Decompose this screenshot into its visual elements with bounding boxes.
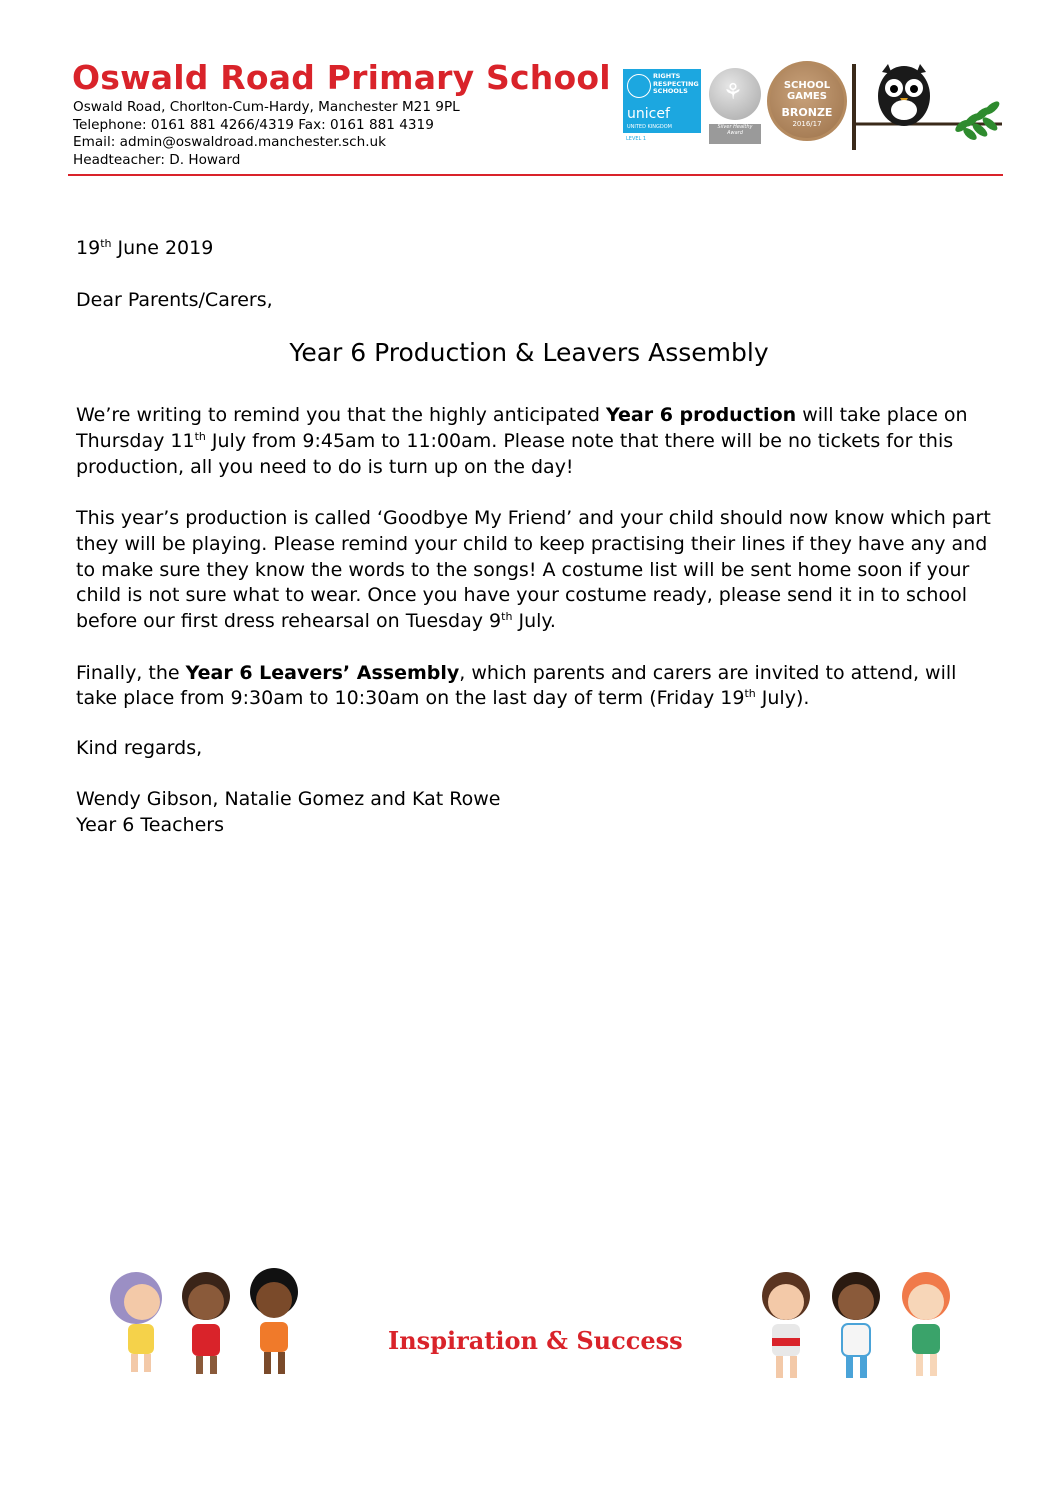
- globe-icon: [627, 74, 651, 98]
- owl-logo-icon: [852, 62, 1007, 152]
- header-divider: [68, 174, 1003, 176]
- silver-award-tag: Silver Healthy Award: [709, 124, 761, 144]
- child-figure-2: [182, 1272, 230, 1374]
- school-telephone: Telephone: 0161 881 4266/4319 Fax: 0161 881 4319: [73, 116, 434, 133]
- school-address: Oswald Road, Chorlton-Cum-Hardy, Manchester M21 9PL: [73, 99, 460, 115]
- paragraph-assembly-line-1: Finally, the Year 6 Leavers’ Assembly, which parents and carers are invited to attend, will: [76, 662, 957, 684]
- paragraph-costume-line-3: to make sure they know the words to the songs! A costume list will be sent home soon if your: [76, 559, 970, 581]
- paragraph-costume-line-5: before our first dress rehearsal on Tuesday 9th July.: [76, 610, 556, 632]
- rights-respecting-schools-badge: RIGHTS RESPECTING SCHOOLS unicef UNITED KINGDOM: [623, 69, 701, 133]
- paragraph-costume-line-4: child is not sure what to wear. Once you have your costume ready, please send it in to school: [76, 584, 967, 606]
- school-games-bronze-badge: SCHOOL GAMES BRONZE 2016/17: [767, 61, 847, 141]
- school-email: Email: admin@oswaldroad.manchester.sch.uk: [73, 134, 387, 150]
- child-figure-1: [110, 1272, 162, 1372]
- unicef-level-label: LEVEL 1: [626, 136, 647, 142]
- headteacher: Headteacher: D. Howard: [73, 151, 241, 168]
- school-motto: Inspiration & Success: [388, 1326, 683, 1355]
- letter-title: Year 6 Production & Leavers Assembly: [289, 338, 769, 367]
- letter-date: 19th June 2019: [76, 237, 214, 259]
- child-figure-3: [250, 1268, 298, 1374]
- closing: Kind regards,: [76, 737, 203, 759]
- school-contact-block: [73, 99, 460, 169]
- salutation: Dear Parents/Carers,: [76, 289, 273, 311]
- paragraph-production-line-1: We’re writing to remind you that the highly anticipated Year 6 production will take place on: [76, 404, 968, 426]
- child-figure-5: [832, 1272, 880, 1378]
- paragraph-costume-line-1: This year’s production is called ‘Goodbye My Friend’ and your child should now know which part: [76, 507, 991, 529]
- children-illustration-left: [98, 1266, 313, 1384]
- child-figure-6: [902, 1272, 950, 1376]
- signatory-role: Year 6 Teachers: [76, 814, 224, 836]
- school-name: Oswald Road Primary School: [72, 58, 611, 97]
- children-illustration-right: [748, 1266, 966, 1390]
- paragraph-production-line-3: production, all you need to do is turn up on the day!: [76, 456, 574, 478]
- child-figure-4: [762, 1272, 810, 1378]
- paragraph-costume-line-2: they will be playing. Please remind your child to keep practising their lines if they have any and: [76, 533, 988, 555]
- paragraph-production-line-2: Thursday 11th July from 9:45am to 11:00am. Please note that there will be no tickets for this: [76, 430, 954, 452]
- people-icon: ⚘: [723, 80, 743, 105]
- signatories: Wendy Gibson, Natalie Gomez and Kat Rowe: [76, 788, 501, 810]
- paragraph-assembly-line-2: take place from 9:30am to 10:30am on the last day of term (Friday 19th July).: [76, 687, 810, 709]
- healthy-schools-badge: [709, 68, 761, 120]
